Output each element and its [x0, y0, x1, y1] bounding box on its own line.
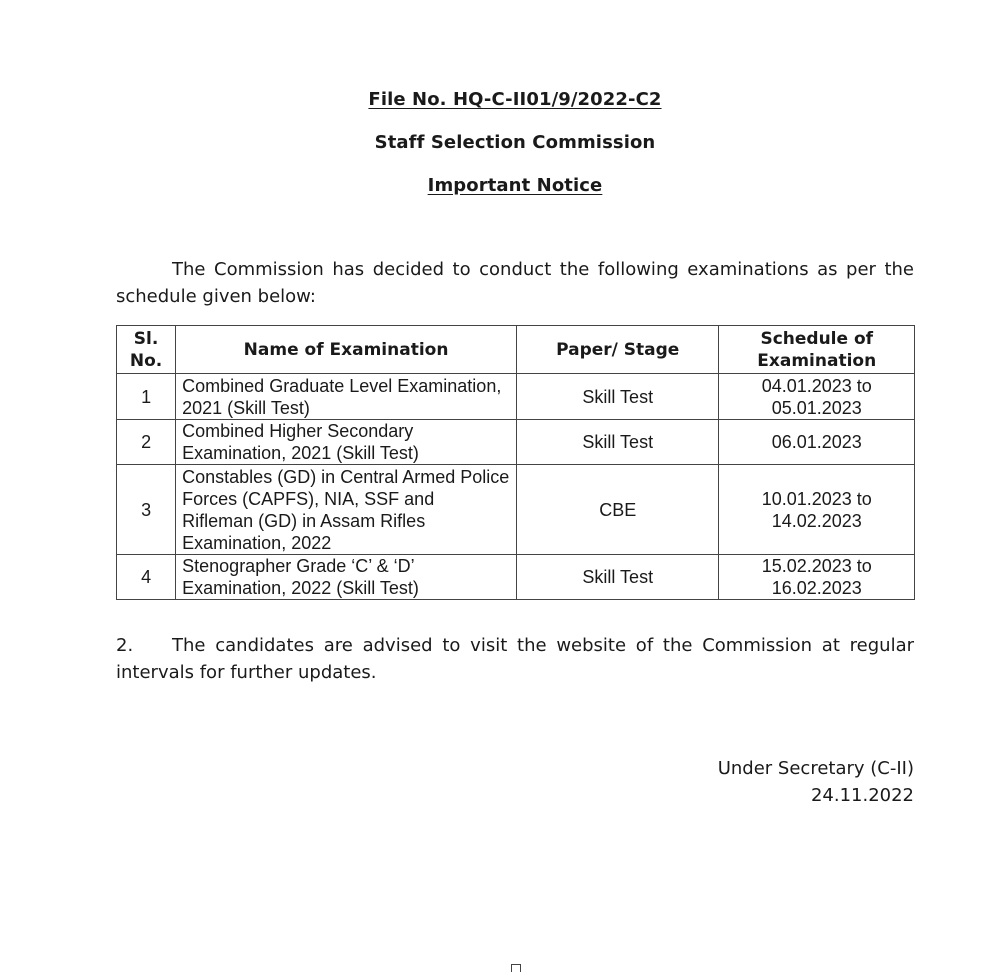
- exam-schedule-table: [116, 325, 915, 600]
- cell-sno: 2: [117, 420, 176, 465]
- cell-sno: 1: [117, 374, 176, 420]
- table-row: [117, 555, 915, 600]
- intro-paragraph: The Commission has decided to conduct the following examinations as per the schedule given below:: [116, 259, 914, 307]
- cell-schedule: 04.01.2023 to 05.01.2023: [719, 374, 915, 420]
- table-row: [117, 374, 915, 420]
- col-header-stage: Paper/ Stage: [516, 326, 719, 374]
- cell-schedule: 10.01.2023 to 14.02.2023: [719, 465, 915, 555]
- signatory-title: Under Secretary (C-II): [717, 758, 914, 779]
- col-header-schedule: Schedule of Examination: [719, 326, 915, 374]
- table-row: [117, 465, 915, 555]
- file-number: File No. HQ-C-II01/9/2022-C2: [368, 89, 662, 110]
- signature-date: 24.11.2022: [810, 785, 914, 806]
- cell-schedule: 15.02.2023 to 16.02.2023: [719, 555, 915, 600]
- cell-stage: Skill Test: [516, 555, 719, 600]
- cell-stage: CBE: [516, 465, 719, 555]
- cell-stage: Skill Test: [516, 374, 719, 420]
- cell-exam-name: Stenographer Grade ‘C’ & ‘D’ Examination, 2022 (Skill Test): [176, 555, 517, 600]
- cell-exam-name: Constables (GD) in Central Armed Police Forces (CAPFS), NIA, SSF and Rifleman (GD) in Assam Rifles Examination, 2022: [176, 465, 517, 555]
- organization-name: Staff Selection Commission: [374, 132, 656, 153]
- paragraph-number: 2.: [116, 635, 134, 656]
- col-header-sno: Sl. No.: [117, 326, 176, 374]
- table-row: [117, 420, 915, 465]
- page-edge-mark: [511, 964, 521, 972]
- cell-stage: Skill Test: [516, 420, 719, 465]
- cell-sno: 4: [117, 555, 176, 600]
- notice-title: Important Notice: [427, 175, 603, 196]
- advice-paragraph: 2. The candidates are advised to visit the website of the Commission at regular intervals for further updates.: [116, 632, 914, 686]
- cell-exam-name: Combined Higher Secondary Examination, 2021 (Skill Test): [176, 420, 517, 465]
- cell-schedule: 06.01.2023: [719, 420, 915, 465]
- cell-sno: 3: [117, 465, 176, 555]
- table-header-row: [117, 326, 915, 374]
- cell-exam-name: Combined Graduate Level Examination, 2021 (Skill Test): [176, 374, 517, 420]
- col-header-name: Name of Examination: [176, 326, 517, 374]
